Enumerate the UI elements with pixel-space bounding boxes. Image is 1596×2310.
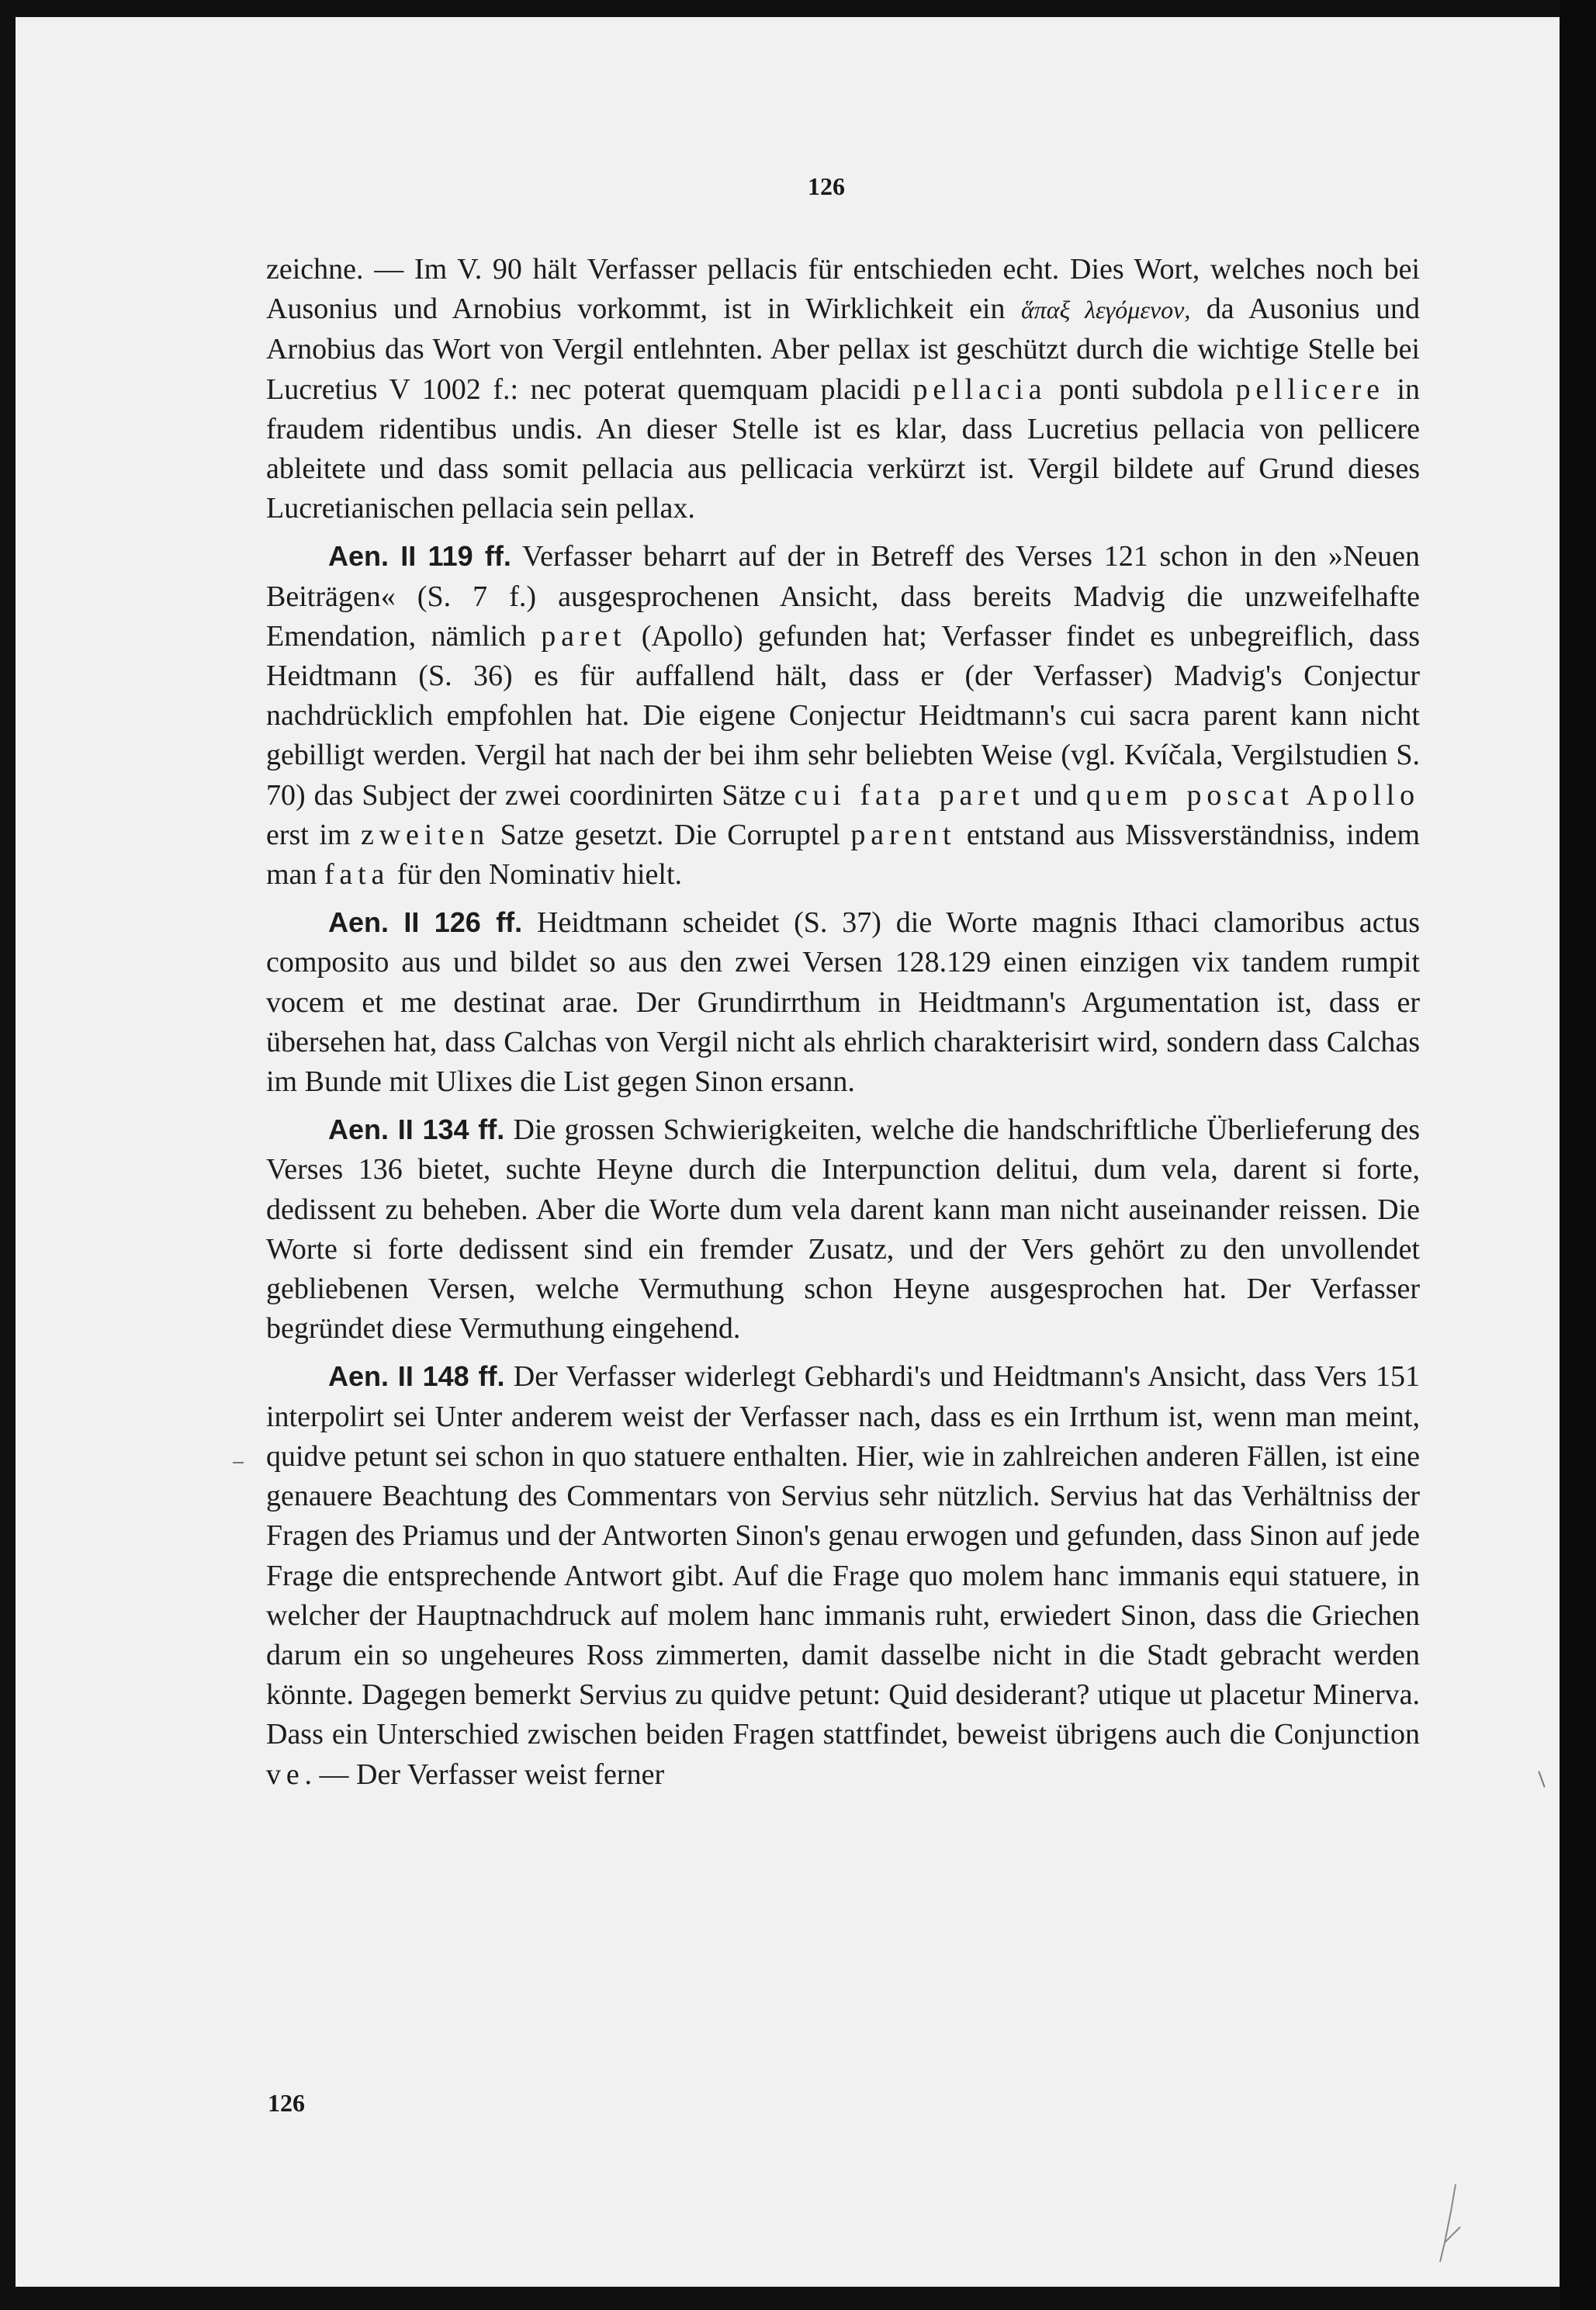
paragraph-aen-ii-134	[266, 1110, 1420, 1349]
scan-border-right	[1560, 0, 1596, 2310]
text-run: erst im	[266, 818, 362, 851]
text-run: in fraudem ridentibus undis. An dieser Stelle ist es klar, dass Lucretius pellacia von pellicere ableitete und dass somit pellacia aus pellicacia verkürzt ist. Vergil bildete auf Grund dieses Lucretianischen pellacia sein pellax.	[266, 372, 1420, 525]
margin-mark-left	[233, 1462, 244, 1463]
text-run: ponti subdola	[1047, 372, 1236, 406]
text-run: Verfasser beharrt auf der in Betreff des Verses 121 schon in den »Neuen Beiträgen« (S. 7 f.) ausgesprochenen Ansicht, dass bereits Madvig die unzweifelhafte Emendation, nämlich	[266, 540, 1420, 653]
text-run: Der Verfasser widerlegt Gebhardi's und Heidtmann's Ansicht, dass Vers 151 interpolirt sei Unter anderem weist der Verfasser nach, dass es ein Irrthum ist, wenn man meint, quidve petunt sei schon in quo statuere enthalten. Hier, wie in zahlreichen anderen Fällen, ist eine genauere Beachtung des Commentars von Servius sehr nützlich. Servius hat das Verhältniss der Fragen des Priamus und der Antworten Sinon's genau erwogen und gefunden, dass Sinon auf jede Frage die entsprechende Antwort gibt. Auf die Frage quo molem hanc immanis equi statuere, in welcher der Hauptnachdruck auf molem hanc immanis ruht, erwiedert Sinon, dass die Griechen darum ein so ungeheures Ross zimmerten, damit dasselbe nicht in die Stadt gebracht werden könnte. Dagegen bemerkt Servius zu quidve petunt: Quid desiderant? utique ut placetur Minerva. Dass ein Unterschied zwischen beiden Fragen stattfindet, beweist übrigens auch die Conjunction	[266, 1360, 1420, 1751]
spaced-emphasis: ve	[266, 1758, 305, 1791]
text-run: und	[1024, 778, 1086, 812]
spaced-emphasis: cui fata paret	[794, 778, 1025, 812]
paragraph-aen-ii-119	[266, 536, 1420, 895]
text-run: Heidtmann scheidet (S. 37) die Worte magnis Ithaci clamoribus actus composito aus und bildet so aus den zwei Versen 128.129 einen einzigen vix tandem rumpit vocem et me destinat arae. Der Grundirrthum in Heidtmann's Argumentation ist, dass er übersehen hat, dass Calchas von Vergil nicht als ehrlich charakterisirt wird, sondern dass Calchas im Bunde mit Ulixes die List gegen Sinon ersann.	[266, 906, 1420, 1099]
section-heading: Aen. II 148 ff.	[328, 1360, 505, 1393]
paragraph-1	[266, 250, 1420, 528]
footer-page-number: 126	[268, 2089, 305, 2117]
text-run: da Ausonius und Arnobius das Wort von Vergil entlehnten. Aber pellax ist geschützt durch die wichtige Stelle bei Lucretius V 1002 f.: nec poterat quemquam placidi	[266, 293, 1421, 406]
section-heading: Aen. II 119 ff.	[328, 540, 511, 573]
text-run: für den Nominativ hielt.	[389, 858, 683, 892]
paragraph-aen-ii-126	[266, 902, 1420, 1102]
pencil-mark-scribble	[1425, 2180, 1471, 2266]
spaced-emphasis: pellacia	[912, 372, 1047, 406]
section-heading: Aen. II 126 ff.	[328, 906, 523, 939]
text-run: . — Der Verfasser weist ferner	[304, 1758, 665, 1791]
text-run: zeichne. — Im V. 90 hält Verfasser pellacis für entschieden echt. Dies Wort, welches noch bei Ausonius und Arnobius vorkommt, ist in Wirklichkeit ein	[266, 253, 1420, 326]
spaced-emphasis: zweiten	[361, 818, 490, 851]
section-heading: Aen. II 134 ff.	[328, 1113, 505, 1146]
spaced-emphasis: quem poscat Apollo	[1085, 778, 1421, 812]
book-page	[16, 17, 1560, 2287]
text-run: entstand aus Missverständniss, indem man	[266, 818, 1421, 892]
paragraph-aen-ii-148	[266, 1356, 1420, 1794]
spaced-emphasis: fata	[324, 858, 390, 892]
text-run: Die grossen Schwierigkeiten, welche die handschriftliche Überlieferung des Verses 136 bietet, suchte Heyne durch die Interpunction delitui, dum vela, darent si forte, dedissent zu beheben. Aber die Worte dum vela darent kann man nicht auseinander reissen. Die Worte si forte dedissent sind ein fremder Zusatz, und der Vers gehört zu den unvollendet gebliebenen Versen, welche Vermuthung schon Heyne ausgesprochen hat. Der Verfasser begründet diese Vermuthung eingehend.	[266, 1113, 1420, 1345]
spaced-emphasis: pellicere	[1235, 372, 1385, 406]
spaced-emphasis: parent	[850, 818, 957, 851]
body-text	[266, 250, 1420, 1795]
running-head-page-number: 126	[808, 172, 845, 200]
text-run: Satze gesetzt. Die Corruptel	[490, 818, 851, 851]
spaced-emphasis: paret	[541, 619, 627, 653]
greek-phrase: ἅπαξ λεγόμενον,	[1020, 296, 1191, 324]
text-run: (Apollo) gefunden hat; Verfasser findet es unbegreiflich, dass Heidtmann (S. 36) es für auffallend hält, dass er (der Verfasser) Madvig's Conjectur nachdrücklich empfohlen hat. Die eigene Conjectur Heidtmann's cui sacra parent kann nicht gebilligt werden. Vergil hat nach der bei ihm sehr beliebten Weise (vgl. Kvíčala, Vergilstudien S. 70) das Subject der zwei coordinirten Sätze	[266, 619, 1420, 812]
